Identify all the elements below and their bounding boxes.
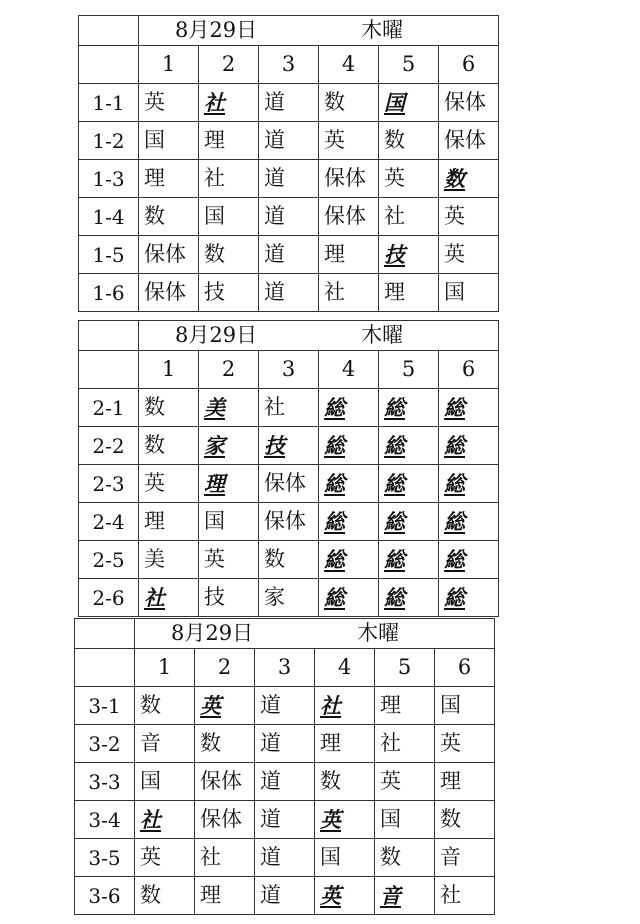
class-label: 2-5 bbox=[79, 541, 139, 579]
class-label: 2-6 bbox=[79, 579, 139, 617]
subject-cell bbox=[255, 801, 315, 839]
subject: 保体 bbox=[200, 769, 242, 793]
period-number: 4 bbox=[315, 649, 375, 687]
subject-cell bbox=[139, 236, 199, 274]
subject-changed: 総 bbox=[384, 394, 405, 420]
subject-cell bbox=[375, 763, 435, 801]
subject-cell bbox=[139, 541, 199, 579]
subject-cell bbox=[199, 389, 259, 427]
subject: 社 bbox=[380, 731, 401, 755]
class-label: 3-4 bbox=[75, 801, 135, 839]
subject-cell bbox=[319, 541, 379, 579]
subject: 数 bbox=[140, 883, 161, 907]
subject: 理 bbox=[440, 769, 461, 793]
subject-changed: 英 bbox=[200, 692, 221, 718]
subject-cell bbox=[319, 122, 379, 160]
subject: 道 bbox=[264, 204, 285, 228]
subject-cell bbox=[319, 389, 379, 427]
subject-cell bbox=[255, 839, 315, 877]
corner-cell bbox=[75, 619, 135, 649]
period-number: 5 bbox=[379, 351, 439, 389]
subject-changed: 総 bbox=[324, 470, 345, 496]
subject-cell bbox=[319, 84, 379, 122]
subject-cell bbox=[315, 877, 375, 915]
subject-changed: 国 bbox=[384, 89, 405, 115]
subject: 技 bbox=[204, 280, 225, 304]
subject-cell bbox=[379, 427, 439, 465]
subject: 道 bbox=[260, 845, 281, 869]
subject-changed: 社 bbox=[320, 692, 341, 718]
subject-cell bbox=[255, 763, 315, 801]
subject: 数 bbox=[140, 693, 161, 717]
class-row bbox=[79, 427, 499, 465]
class-label: 1-4 bbox=[79, 198, 139, 236]
subject-cell bbox=[139, 503, 199, 541]
class-row bbox=[75, 839, 495, 877]
subject: 道 bbox=[260, 769, 281, 793]
class-row bbox=[75, 687, 495, 725]
subject-changed: 音 bbox=[380, 882, 401, 908]
period-number: 5 bbox=[379, 46, 439, 84]
subject-changed: 総 bbox=[384, 508, 405, 534]
timetable-grade-3 bbox=[74, 618, 495, 915]
subject-cell bbox=[439, 503, 499, 541]
class-row bbox=[79, 274, 499, 312]
subject-cell bbox=[319, 427, 379, 465]
subject-cell bbox=[195, 839, 255, 877]
subject-cell bbox=[259, 465, 319, 503]
subject: 社 bbox=[264, 395, 285, 419]
class-row bbox=[75, 725, 495, 763]
subject-cell bbox=[379, 541, 439, 579]
subject-cell bbox=[135, 687, 195, 725]
subject-changed: 総 bbox=[324, 546, 345, 572]
period-number: 5 bbox=[375, 649, 435, 687]
subject: 保体 bbox=[200, 807, 242, 831]
period-number: 2 bbox=[199, 46, 259, 84]
subject-cell bbox=[375, 687, 435, 725]
subject: 国 bbox=[140, 769, 161, 793]
subject: 数 bbox=[144, 395, 165, 419]
subject-cell bbox=[315, 725, 375, 763]
subject: 理 bbox=[200, 883, 221, 907]
subject-cell bbox=[315, 839, 375, 877]
subject-cell bbox=[199, 465, 259, 503]
subject: 社 bbox=[324, 280, 345, 304]
subject-cell bbox=[439, 427, 499, 465]
class-label: 3-6 bbox=[75, 877, 135, 915]
subject: 道 bbox=[260, 731, 281, 755]
class-row bbox=[79, 579, 499, 617]
subject-cell bbox=[139, 389, 199, 427]
subject-cell bbox=[315, 763, 375, 801]
subject-cell bbox=[439, 389, 499, 427]
subject-cell bbox=[435, 725, 495, 763]
subject: 道 bbox=[264, 280, 285, 304]
period-number: 6 bbox=[439, 46, 499, 84]
subject: 国 bbox=[204, 509, 225, 533]
subject: 数 bbox=[144, 433, 165, 457]
subject-cell bbox=[139, 427, 199, 465]
subject-cell bbox=[199, 579, 259, 617]
subject-cell bbox=[139, 160, 199, 198]
class-label: 2-4 bbox=[79, 503, 139, 541]
subject-cell bbox=[259, 122, 319, 160]
class-label: 3-2 bbox=[75, 725, 135, 763]
corner-cell bbox=[79, 16, 139, 46]
subject: 国 bbox=[144, 128, 165, 152]
subject-cell bbox=[199, 84, 259, 122]
subject: 保体 bbox=[444, 128, 486, 152]
subject-changed: 総 bbox=[384, 470, 405, 496]
timetable-grade-2 bbox=[78, 320, 499, 617]
period-number: 2 bbox=[195, 649, 255, 687]
period-number: 6 bbox=[435, 649, 495, 687]
subject: 理 bbox=[384, 280, 405, 304]
period-number: 1 bbox=[139, 351, 199, 389]
subject-cell bbox=[435, 877, 495, 915]
subject-cell bbox=[379, 84, 439, 122]
subject-cell bbox=[195, 687, 255, 725]
weekday-label: 木曜 bbox=[357, 621, 400, 645]
subject: 数 bbox=[144, 204, 165, 228]
subject-cell bbox=[135, 839, 195, 877]
subject-cell bbox=[319, 503, 379, 541]
subject-cell bbox=[199, 236, 259, 274]
subject-changed: 総 bbox=[444, 584, 465, 610]
date-header bbox=[135, 619, 495, 649]
subject: 道 bbox=[264, 242, 285, 266]
subject-cell bbox=[439, 198, 499, 236]
subject-cell bbox=[315, 687, 375, 725]
subject-cell bbox=[319, 160, 379, 198]
subject-cell bbox=[439, 160, 499, 198]
period-number: 4 bbox=[319, 46, 379, 84]
weekday-label: 木曜 bbox=[361, 323, 404, 347]
subject: 保体 bbox=[444, 90, 486, 114]
subject-cell bbox=[439, 579, 499, 617]
subject-changed: 総 bbox=[444, 432, 465, 458]
subject-changed: 数 bbox=[444, 165, 465, 191]
subject-cell bbox=[259, 541, 319, 579]
period-number: 1 bbox=[139, 46, 199, 84]
subject-cell bbox=[379, 389, 439, 427]
timetable-grade-1 bbox=[78, 15, 499, 312]
subject-cell bbox=[375, 725, 435, 763]
subject: 保体 bbox=[264, 471, 306, 495]
class-row bbox=[75, 877, 495, 915]
subject-cell bbox=[259, 84, 319, 122]
subject-cell bbox=[255, 877, 315, 915]
subject-cell bbox=[195, 877, 255, 915]
subject-cell bbox=[319, 579, 379, 617]
subject: 音 bbox=[140, 731, 161, 755]
corner-cell bbox=[79, 321, 139, 351]
subject: 社 bbox=[384, 204, 405, 228]
subject: 保体 bbox=[324, 166, 366, 190]
period-number: 4 bbox=[319, 351, 379, 389]
subject-cell bbox=[439, 465, 499, 503]
subject-cell bbox=[259, 198, 319, 236]
class-label: 3-5 bbox=[75, 839, 135, 877]
subject-changed: 社 bbox=[204, 89, 225, 115]
subject-cell bbox=[139, 465, 199, 503]
subject: 理 bbox=[204, 128, 225, 152]
period-number: 2 bbox=[199, 351, 259, 389]
subject-cell bbox=[195, 801, 255, 839]
class-label: 1-5 bbox=[79, 236, 139, 274]
subject-cell bbox=[439, 541, 499, 579]
subject: 保体 bbox=[264, 509, 306, 533]
subject-cell bbox=[199, 122, 259, 160]
subject: 英 bbox=[144, 471, 165, 495]
subject-cell bbox=[439, 84, 499, 122]
subject-cell bbox=[199, 274, 259, 312]
class-label: 1-2 bbox=[79, 122, 139, 160]
subject-cell bbox=[139, 84, 199, 122]
subject-cell bbox=[259, 503, 319, 541]
subject-cell bbox=[379, 274, 439, 312]
subject: 道 bbox=[264, 90, 285, 114]
subject: 数 bbox=[384, 128, 405, 152]
subject: 理 bbox=[324, 242, 345, 266]
subject: 数 bbox=[200, 731, 221, 755]
subject: 理 bbox=[320, 731, 341, 755]
subject: 英 bbox=[324, 128, 345, 152]
subject: 国 bbox=[440, 693, 461, 717]
period-number: 3 bbox=[255, 649, 315, 687]
subject-changed: 英 bbox=[320, 806, 341, 832]
subject-cell bbox=[259, 274, 319, 312]
class-row bbox=[79, 198, 499, 236]
subject: 保体 bbox=[144, 280, 186, 304]
subject: 音 bbox=[440, 845, 461, 869]
subject-cell bbox=[135, 877, 195, 915]
subject-cell bbox=[379, 122, 439, 160]
subject-cell bbox=[135, 763, 195, 801]
subject-changed: 総 bbox=[444, 508, 465, 534]
subject-cell bbox=[315, 801, 375, 839]
class-row bbox=[79, 465, 499, 503]
subject-cell bbox=[199, 503, 259, 541]
subject: 道 bbox=[264, 128, 285, 152]
subject-cell bbox=[139, 122, 199, 160]
subject: 英 bbox=[204, 547, 225, 571]
subject: 道 bbox=[260, 883, 281, 907]
subject-cell bbox=[379, 198, 439, 236]
subject: 英 bbox=[444, 242, 465, 266]
subject-cell bbox=[435, 801, 495, 839]
subject: 数 bbox=[204, 242, 225, 266]
subject: 国 bbox=[444, 280, 465, 304]
subject-changed: 総 bbox=[384, 546, 405, 572]
subject-changed: 総 bbox=[324, 432, 345, 458]
period-number: 1 bbox=[135, 649, 195, 687]
corner-cell bbox=[79, 351, 139, 389]
class-row bbox=[75, 763, 495, 801]
class-label: 1-3 bbox=[79, 160, 139, 198]
subject-cell bbox=[379, 579, 439, 617]
class-row bbox=[79, 389, 499, 427]
period-number: 3 bbox=[259, 351, 319, 389]
subject-cell bbox=[255, 725, 315, 763]
subject-cell bbox=[139, 274, 199, 312]
subject: 数 bbox=[264, 547, 285, 571]
subject-changed: 総 bbox=[384, 432, 405, 458]
subject-cell bbox=[259, 236, 319, 274]
subject-cell bbox=[439, 274, 499, 312]
subject-changed: 家 bbox=[204, 432, 225, 458]
subject-changed: 総 bbox=[324, 394, 345, 420]
subject-cell bbox=[199, 160, 259, 198]
subject-cell bbox=[375, 801, 435, 839]
subject: 国 bbox=[380, 807, 401, 831]
subject-cell bbox=[259, 427, 319, 465]
subject: 数 bbox=[320, 769, 341, 793]
subject-changed: 総 bbox=[444, 546, 465, 572]
weekday-label: 木曜 bbox=[361, 18, 404, 42]
subject-cell bbox=[195, 725, 255, 763]
subject-cell bbox=[259, 160, 319, 198]
period-number: 6 bbox=[439, 351, 499, 389]
subject-cell bbox=[135, 725, 195, 763]
subject-cell bbox=[199, 427, 259, 465]
subject-changed: 総 bbox=[384, 584, 405, 610]
subject: 国 bbox=[204, 204, 225, 228]
class-label: 3-1 bbox=[75, 687, 135, 725]
subject: 英 bbox=[144, 90, 165, 114]
subject: 社 bbox=[204, 166, 225, 190]
subject-cell bbox=[319, 465, 379, 503]
subject-cell bbox=[139, 198, 199, 236]
class-row bbox=[79, 160, 499, 198]
subject-cell bbox=[435, 687, 495, 725]
subject-cell bbox=[379, 465, 439, 503]
subject-cell bbox=[375, 877, 435, 915]
subject-cell bbox=[439, 122, 499, 160]
subject: 社 bbox=[200, 845, 221, 869]
subject-cell bbox=[259, 579, 319, 617]
subject-cell bbox=[375, 839, 435, 877]
class-row bbox=[75, 801, 495, 839]
subject-cell bbox=[259, 389, 319, 427]
subject: 英 bbox=[444, 204, 465, 228]
subject-cell bbox=[135, 801, 195, 839]
subject: 英 bbox=[380, 769, 401, 793]
subject-changed: 英 bbox=[320, 882, 341, 908]
class-label: 1-6 bbox=[79, 274, 139, 312]
subject-cell bbox=[199, 541, 259, 579]
subject-changed: 社 bbox=[140, 806, 161, 832]
subject-cell bbox=[319, 236, 379, 274]
subject: 理 bbox=[380, 693, 401, 717]
date-label: 8月29日 bbox=[175, 18, 258, 42]
subject-changed: 社 bbox=[144, 584, 165, 610]
subject: 数 bbox=[380, 845, 401, 869]
class-row bbox=[79, 503, 499, 541]
class-row bbox=[79, 541, 499, 579]
subject: 美 bbox=[144, 547, 165, 571]
subject-changed: 総 bbox=[324, 584, 345, 610]
subject: 理 bbox=[144, 509, 165, 533]
date-label: 8月29日 bbox=[171, 621, 254, 645]
subject-cell bbox=[379, 236, 439, 274]
class-row bbox=[79, 84, 499, 122]
subject-cell bbox=[255, 687, 315, 725]
corner-cell bbox=[79, 46, 139, 84]
subject: 国 bbox=[320, 845, 341, 869]
subject-cell bbox=[195, 763, 255, 801]
subject-cell bbox=[199, 198, 259, 236]
subject-changed: 総 bbox=[324, 508, 345, 534]
subject: 英 bbox=[440, 731, 461, 755]
subject-changed: 総 bbox=[444, 470, 465, 496]
subject-cell bbox=[139, 579, 199, 617]
period-number: 3 bbox=[259, 46, 319, 84]
subject-changed: 技 bbox=[264, 432, 285, 458]
class-label: 2-3 bbox=[79, 465, 139, 503]
subject-cell bbox=[435, 763, 495, 801]
subject-changed: 総 bbox=[444, 394, 465, 420]
class-row bbox=[79, 122, 499, 160]
subject-cell bbox=[439, 236, 499, 274]
class-label: 2-1 bbox=[79, 389, 139, 427]
subject-cell bbox=[435, 839, 495, 877]
class-label: 2-2 bbox=[79, 427, 139, 465]
date-header bbox=[139, 321, 499, 351]
subject: 道 bbox=[260, 693, 281, 717]
subject: 家 bbox=[264, 585, 285, 609]
subject: 社 bbox=[440, 883, 461, 907]
subject: 保体 bbox=[144, 242, 186, 266]
subject-cell bbox=[319, 198, 379, 236]
date-label: 8月29日 bbox=[175, 323, 258, 347]
subject: 道 bbox=[260, 807, 281, 831]
subject-changed: 美 bbox=[204, 394, 225, 420]
subject: 理 bbox=[144, 166, 165, 190]
subject-changed: 理 bbox=[204, 470, 225, 496]
subject: 技 bbox=[204, 585, 225, 609]
subject-cell bbox=[319, 274, 379, 312]
subject: 数 bbox=[324, 90, 345, 114]
subject-changed: 技 bbox=[384, 241, 405, 267]
subject: 英 bbox=[384, 166, 405, 190]
subject: 数 bbox=[440, 807, 461, 831]
subject: 道 bbox=[264, 166, 285, 190]
class-row bbox=[79, 236, 499, 274]
class-label: 1-1 bbox=[79, 84, 139, 122]
date-header bbox=[139, 16, 499, 46]
class-label: 3-3 bbox=[75, 763, 135, 801]
corner-cell bbox=[75, 649, 135, 687]
subject-cell bbox=[379, 160, 439, 198]
subject: 英 bbox=[140, 845, 161, 869]
subject: 保体 bbox=[324, 204, 366, 228]
subject-cell bbox=[379, 503, 439, 541]
